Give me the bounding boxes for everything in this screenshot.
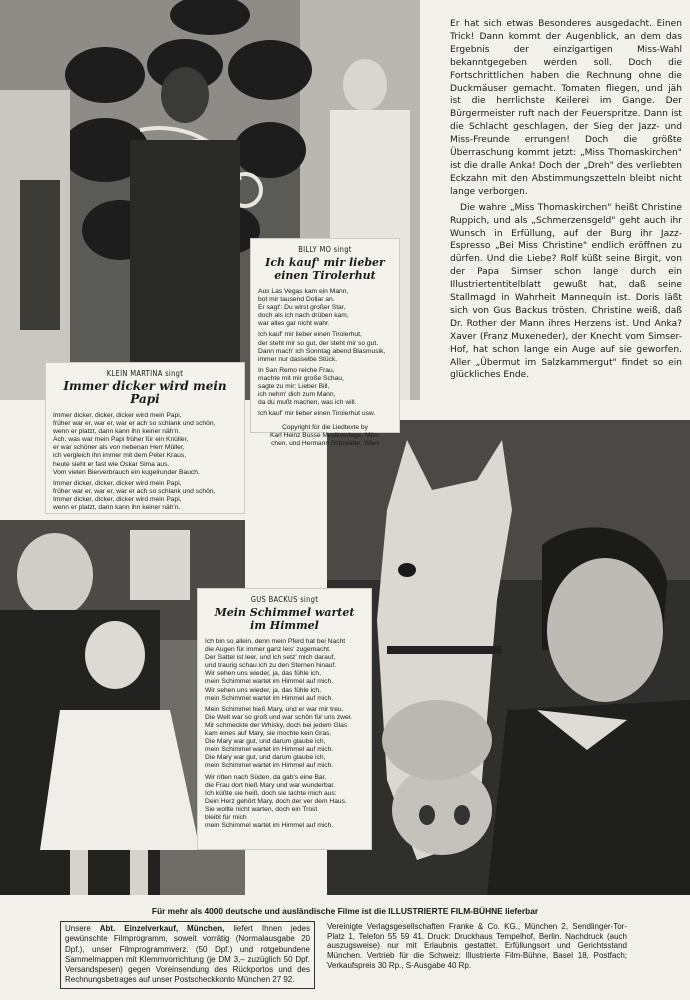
song-title: Mein Schimmel wartet im Himmel [214,606,355,632]
publisher-imprint [327,922,627,992]
song-title: Immer dicker wird mein Papi [63,379,227,406]
lyric-verse: Ich bin so allein, denn mein Pferd hat bei Nacht die Augen für immer ganz leis' zugemacht. Der Sattel ist leer, und ich setz' mich darauf, und traurig schau ich zu den Sternen hinauf. Wir sehen uns wieder, ja, das fühle ich, mein Schimmel wartet im Himmel auf mich. Wir sehen uns wieder, ja, das fühle ich, mein Schimmel wartet im Himmel auf mich. [205,638,346,702]
copyright-note: Copyright für die Liedtexte by Karl Heinz Busse Musikverlage, Mün- chen, und Hermann Schneider, Wien [270,424,380,448]
song-box-gus-backus [197,588,372,850]
singer-label: KLEIN MARTINA singt [106,369,184,378]
lyric-verse: Immer dicker, dicker, dicker wird mein Papi, früher war er, war er, war er ach so schlank und schön, Immer dicker, dicker, dicker wird mein Papi, wenn er platzt, dann kann ihn keiner näh'n. [53,479,216,512]
lyric-verse: Mein Schimmel hieß Mary, und er war mir treu. Die Welt war so groß und war schön für uns zwei. Mir schmeckte der Whisky, doch bei jedem Glas kam eines auf Mary, sie mochte kein Gras. Die Mary war gut, und darum glaube ich, mein Schimmel wartet im Himmel auf mich. Die Mary war gut, und darum glaube ich, mein Schimmel wartet im Himmel auf mich. [205,705,353,770]
availability-banner: Für mehr als 4000 deutsche und ausländische Filme ist die ILLUSTRIERTE FILM-BÜHNE lieferbar [151,906,539,916]
order-info-department: Abt. Einzelverkauf, München, [99,924,225,933]
lyric-verse: Ich kauf' mir lieber einen Tirolerhut usw. [258,410,376,418]
article-text [450,0,682,398]
lyric-verse: Aus Las Vegas kam ein Mann, bot mir tausend Dollar an. Er sagt': Du wirst großer Star, doch als ich nach drüben kam, war alles gar nicht wahr. [258,288,349,328]
article-paragraph: Er hat sich etwas Besonderes ausgedacht. Einen Trick! Dann kommt der Augenblick, an dem das Ergebnis der einzigartigen Miss-Wahl bekanntgegeben werden soll. Doch die Fortschrittlichen haben die Rechnung ohne die Duckmäuser gemacht. Tomaten fliegen, und jäh ist die herrlichste Keilerei im Gange. Der Bürgermeister ruft nach der Feuerspritze. Dann ist die Schlacht geschlagen, der Sieg der Jazz- und Miss-Freunde errungen! Doch die größte Überraschung kommt jetzt: „Miss Thomaskirchen" ist die dralle Anka! Doch der „Dreh" des verliebten Eckzahn mit den Abstimmungszetteln bleibt nicht lange verborgen. [450,19,682,197]
lyric-verse: Wir ritten nach Süden, da gab's eine Bar, die Frau dort hieß Mary und war wunderbar. Ich küßte sie heiß, doch sie lachte mich aus: Dein Herz gehört Mary, doch der ver dem Haus. Sie wollte nicht warten, doch ein Trost bleibt für mich mein Schimmel wartet im Himmel auf mich. [205,773,347,830]
order-info-text: liefert Ihnen jedes gewünschte Filmprogramm, soweit vorrätig (Normalausgabe 20 Dpf.), unser Filmprogrammverz. (50 Dpf.) und rotgebundene Sammelmappen mit Klemmvorrichtung (je DM 3,– zuzüglich 50 Dpf. Versandspesen) gegen Voreinsendung des Rückportos und des Rechnungsbetrages auf unser Postscheckkonto München 27 92. [65,924,310,985]
lyric-verse: Immer dicker, dicker, dicker wird mein Papi, früher war er, war er, war er ach so schlank und schön, wenn er platzt, dann kann ihn keiner näh'n. Ach, was war mein Papi früher für ein Knüller, er war schöner als von nebenan Herr Müller, ich vergleich ihn immer mit dem Peter Kraus, heute sieht er fast wie Oskar Sima aus. Vom vielen Bierverbrauch ein kugelrunder Bauch. [53,412,216,476]
photo-gus-backus-with-horse [327,420,690,895]
song-box-klein-martina [45,362,245,514]
imprint-distribution: Vertrieb für die Schweiz: Illustrierte Film-Bühne, Basel 18, Postfach; Verkaufspreis 30 Rp., S-Ausgabe 40 Rp. [327,951,627,970]
song-box-billy-mo [250,238,400,448]
imprint-text: Vereinigte Verlagsgesellschaften Franke & Co. KG., München 2, Sendlinger-Tor-Platz 1, Telefon 55 59 41. Druck: Druckhaus Tempelhof, Berlin. Nachdruck (auch auszugsweise) nur mit Erlaubnis gestattet. Erfüllungsort und Gerichtsstand München. [327,922,627,961]
lyric-verse: Ich kauf' mir lieber einen Tirolerhut, der steht mir so gut, der steht mir so gut. Dann mach' ich Sonntag abend Blasmusik, immer nur dasselbe Stück. [258,331,386,363]
order-info-box [60,921,315,989]
article-paragraph: Die wahre „Miss Thomaskirchen" heißt Christine Ruppich, und als „Schmerzensgeld" geht auch ihr Wunsch in Erfüllung, auf der Burg ihr Jazz-Espresso „Bei Miss Christine" endlich eröffnen zu dürfen. Und die Liebe? Rolf küßt seine Birgit, von der Papa Simser schon lange durch ein Illustriertentitelblatt gewußt hat, daß seine Stallmagd in Wahrheit Mannequin ist. Doris läßt sich von Gus Backus trösten. Christine weiß, daß Dr. Rother der Mann ihres Herzens ist. Und Anka? Xaver (Franz Muxeneder), der Knecht vom Simser-Hof, hat schon lange ein Auge auf sie geworfen. Aller „Übermut im Salzkammergut" findet so ein glückliches Ende. [450,202,682,381]
lyric-verse: In San Remo reiche Frau, machte mit mir große Schau, sagte zu mir: Lieber Bill, ich nehm' dich zum Mann, da du mußt machen, was ich will. [258,366,357,407]
order-info-prefix: Unsere [65,924,91,933]
singer-label: GUS BACKUS singt [250,595,319,604]
song-title: Ich kauf' mir lieber einen Tirolerhut [265,256,385,282]
singer-label: BILLY MO singt [298,245,352,254]
